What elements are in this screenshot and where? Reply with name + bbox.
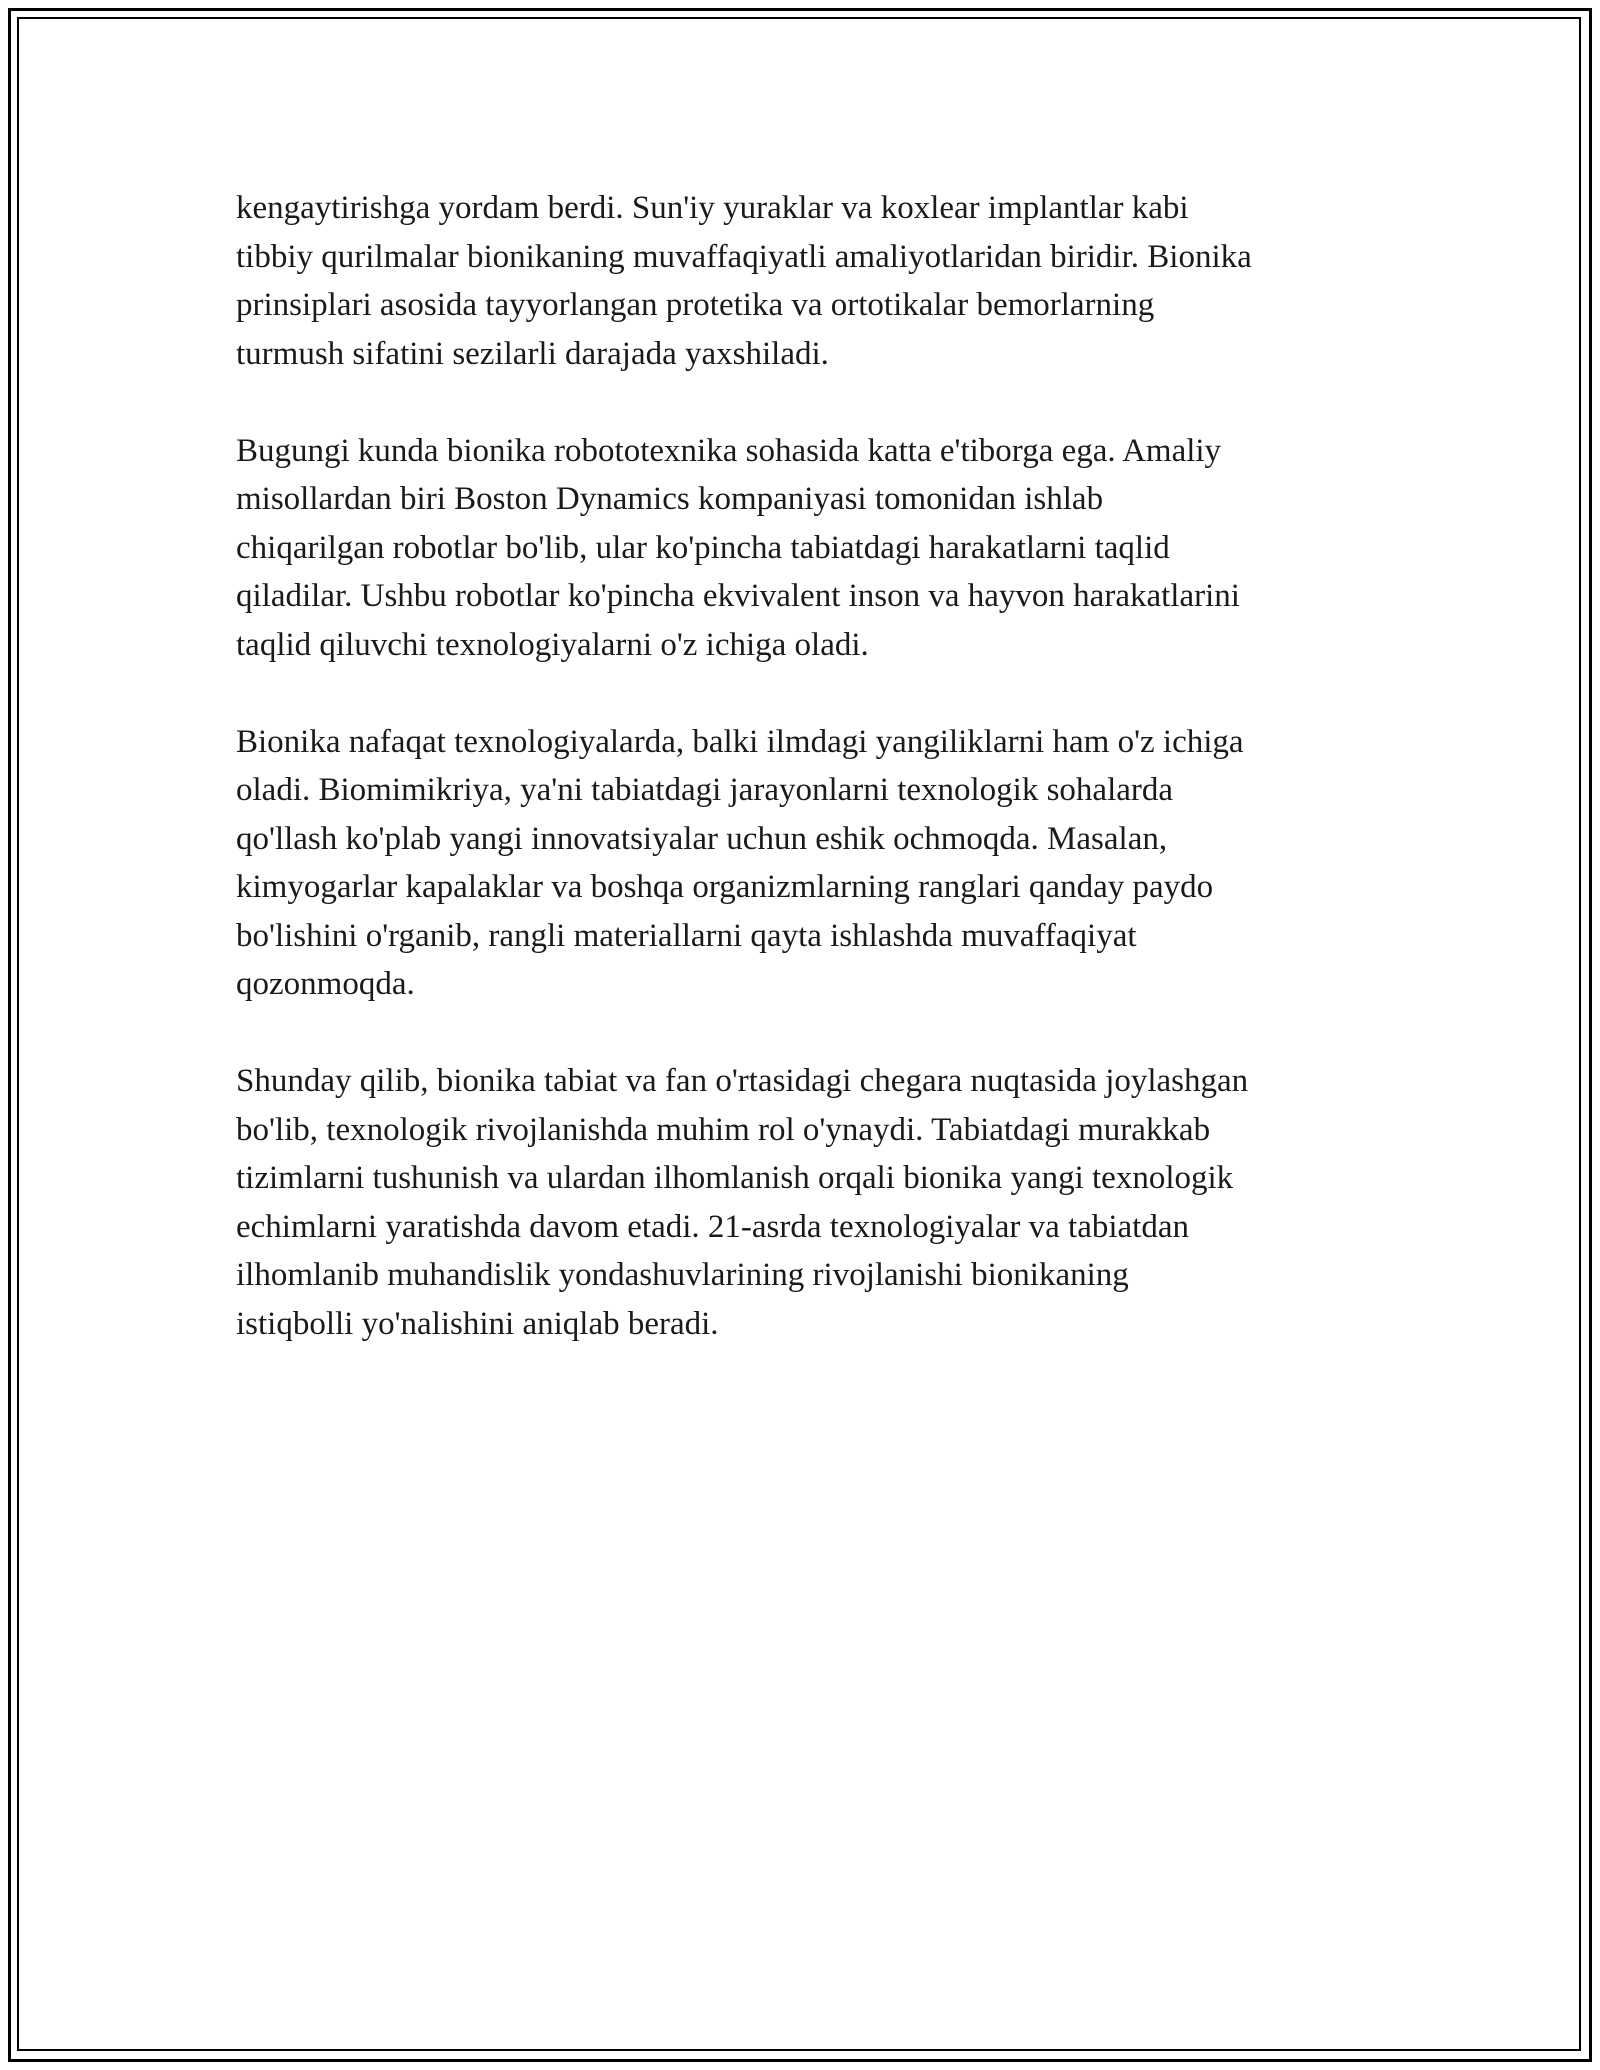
paragraph-3: Bionika nafaqat texnologiyalarda, balki ilmdagi yangiliklarni ham o'z ichiga oladi. Biomimikriya, ya'ni tabiatdagi jarayonlarni texnologik sohalarda qo'llash ko'plab yangi innovatsiyalar uchun eshik ochmoqda. Masalan, kimyogarlar kapalaklar va boshqa organizmlarning ranglari qanday paydo bo'lishini o'rganib, rangli materiallarni qayta ishlashda muvaffaqiyat qozonmoqda. xyxy=(236,723,1244,1002)
document-body xyxy=(236,184,1386,1397)
paragraph-1: kengaytirishga yordam berdi. Sun'iy yuraklar va koxlear implantlar kabi tibbiy qurilmalar bionikaning muvaffaqiyatli amaliyotlaridan biridir. Bionika prinsiplari asosida tayyorlangan protetika va ortotikalar bemorlarning turmush sifatini sezilarli darajada yaxshiladi. xyxy=(236,190,1252,372)
paragraph-2: Bugungi kunda bionika robototexnika sohasida katta e'tiborga ega. Amaliy misollardan biri Boston Dynamics kompaniyasi tomonidan ishlab chiqarilgan robotlar bo'lib, ular ko'pincha tabiatdagi harakatlarni taqlid qiladilar. Ushbu robotlar ko'pincha ekvivalent inson va hayvon harakatlarini taqlid qiluvchi texnologiyalarni o'z ichiga oladi. xyxy=(236,432,1240,663)
paragraph-4: Shunday qilib, bionika tabiat va fan o'rtasidagi chegara nuqtasida joylashgan bo'lib, texnologik rivojlanishda muhim rol o'ynaydi. Tabiatdagi murakkab tizimlarni tushunish va ulardan ilhomlanish orqali bionika yangi texnologik echimlarni yaratishda davom etadi. 21-asrda texnologiyalar va tabiatdan ilhomlanib muhandislik yondashuvlarining rivojlanishi bionikaning istiqbolli yo'nalishini aniqlab beradi. xyxy=(236,1063,1249,1342)
